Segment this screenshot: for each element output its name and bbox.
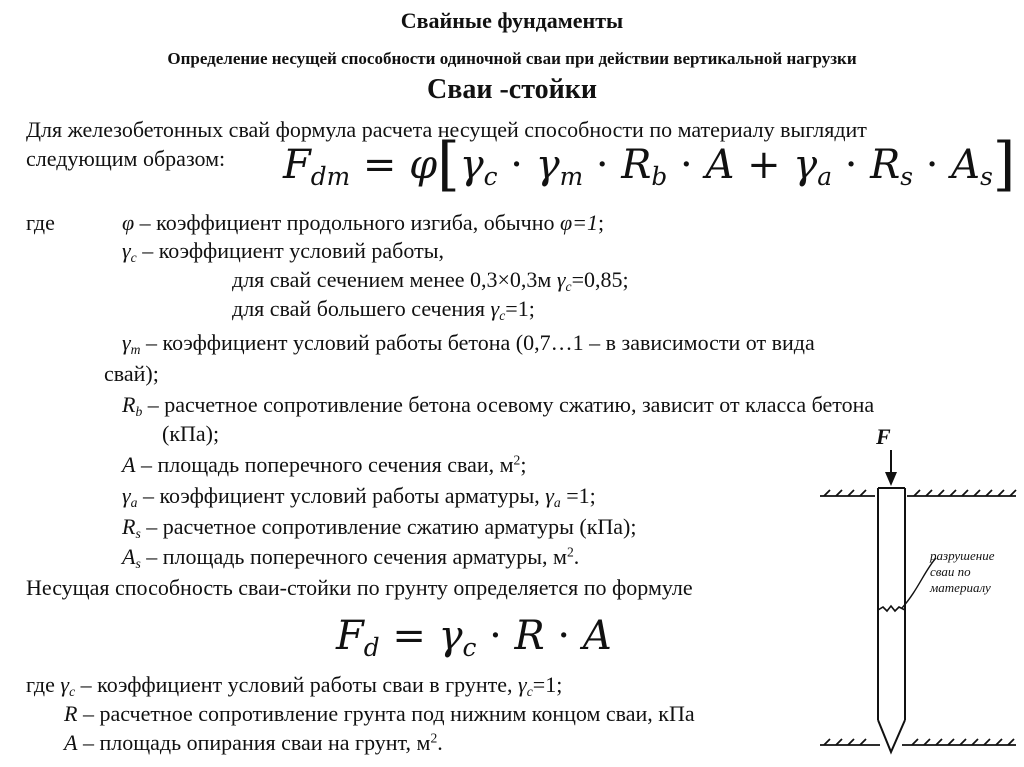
def-phi: φ – коэффициент продольного изгиба, обычно φ=1; — [122, 210, 605, 235]
intro-line-1: Для железобетонных свай формула расчета несущей способности по материалу выглядит — [26, 117, 867, 142]
def-gamma-m: $\gamma_m$ – коэффициент условий работы бетона (0,7…1 – в зависимости от вида — [122, 330, 815, 357]
def-as: $A_s$ – площадь поперечного сечения арматуры, $м^2$. — [122, 544, 580, 571]
def-rs: $R_s$ – расчетное сопротивление сжатию арматуры (кПа); — [122, 514, 637, 541]
def2-a: A – площадь опирания сваи на грунт, $м^2$. — [64, 730, 443, 755]
bedrock-hatching — [820, 739, 1016, 745]
def-rb-cont: (кПа); — [162, 421, 220, 446]
def-gamma-c-case-2: для свай большего сечения $\gamma_c=1$; — [232, 296, 535, 323]
soil-intro: Несущая способность сваи-стойки по грунту определяется по формуле — [26, 575, 693, 600]
failure-label-line-1: разрушение — [930, 548, 995, 563]
force-label: F — [876, 424, 891, 449]
page-subtitle: Определение несущей способности одиночной сваи при действии вертикальной нагрузки — [167, 49, 857, 68]
ground-surface — [820, 490, 1016, 496]
force-arrow — [885, 450, 897, 486]
pile-diagram — [810, 420, 1024, 767]
def-gamma-a: $\gamma_a$ – коэффициент условий работы арматуры, $\gamma_a =1$; — [122, 483, 596, 510]
intro-line-2: следующим образом: — [26, 146, 226, 171]
failure-label-line-3: материалу — [930, 580, 991, 595]
where-label: где — [26, 210, 55, 235]
def-gamma-c: $\gamma_c$ – коэффициент условий работы, — [122, 238, 444, 265]
def-gamma-m-cont: свай); — [104, 361, 159, 386]
failure-label-line-2: сваи по — [930, 564, 971, 579]
section-title: Сваи -стойки — [426, 74, 597, 105]
def-gamma-c-case-1: для свай сечением менее 0,3×0,3м $\gamma_c=0,85$; — [232, 267, 629, 294]
def2-gamma-c: где $\gamma_c$ – коэффициент условий работы сваи в грунте, $\gamma_c=1$; — [26, 672, 563, 699]
formula-material-capacity: $F_{dm} = \varphi[\gamma_c \cdot \gamma_m \cdot R_b \cdot A + \gamma_a \cdot R_s \cdot A_s]$ — [283, 130, 1016, 198]
def-rb: $R_b$ – расчетное сопротивление бетона осевому сжатию, зависит от класса бетона — [122, 392, 875, 419]
page-title: Свайные фундаменты — [400, 8, 624, 33]
def-a: A – площадь поперечного сечения сваи, $м^2$; — [122, 452, 527, 477]
def2-r: R – расчетное сопротивление грунта под нижним концом сваи, кПа — [64, 701, 695, 726]
failure-crack — [878, 606, 905, 611]
formula-soil-capacity: $F_d = \gamma_c \cdot R \cdot A$ — [336, 613, 612, 662]
pile-body — [878, 488, 905, 752]
